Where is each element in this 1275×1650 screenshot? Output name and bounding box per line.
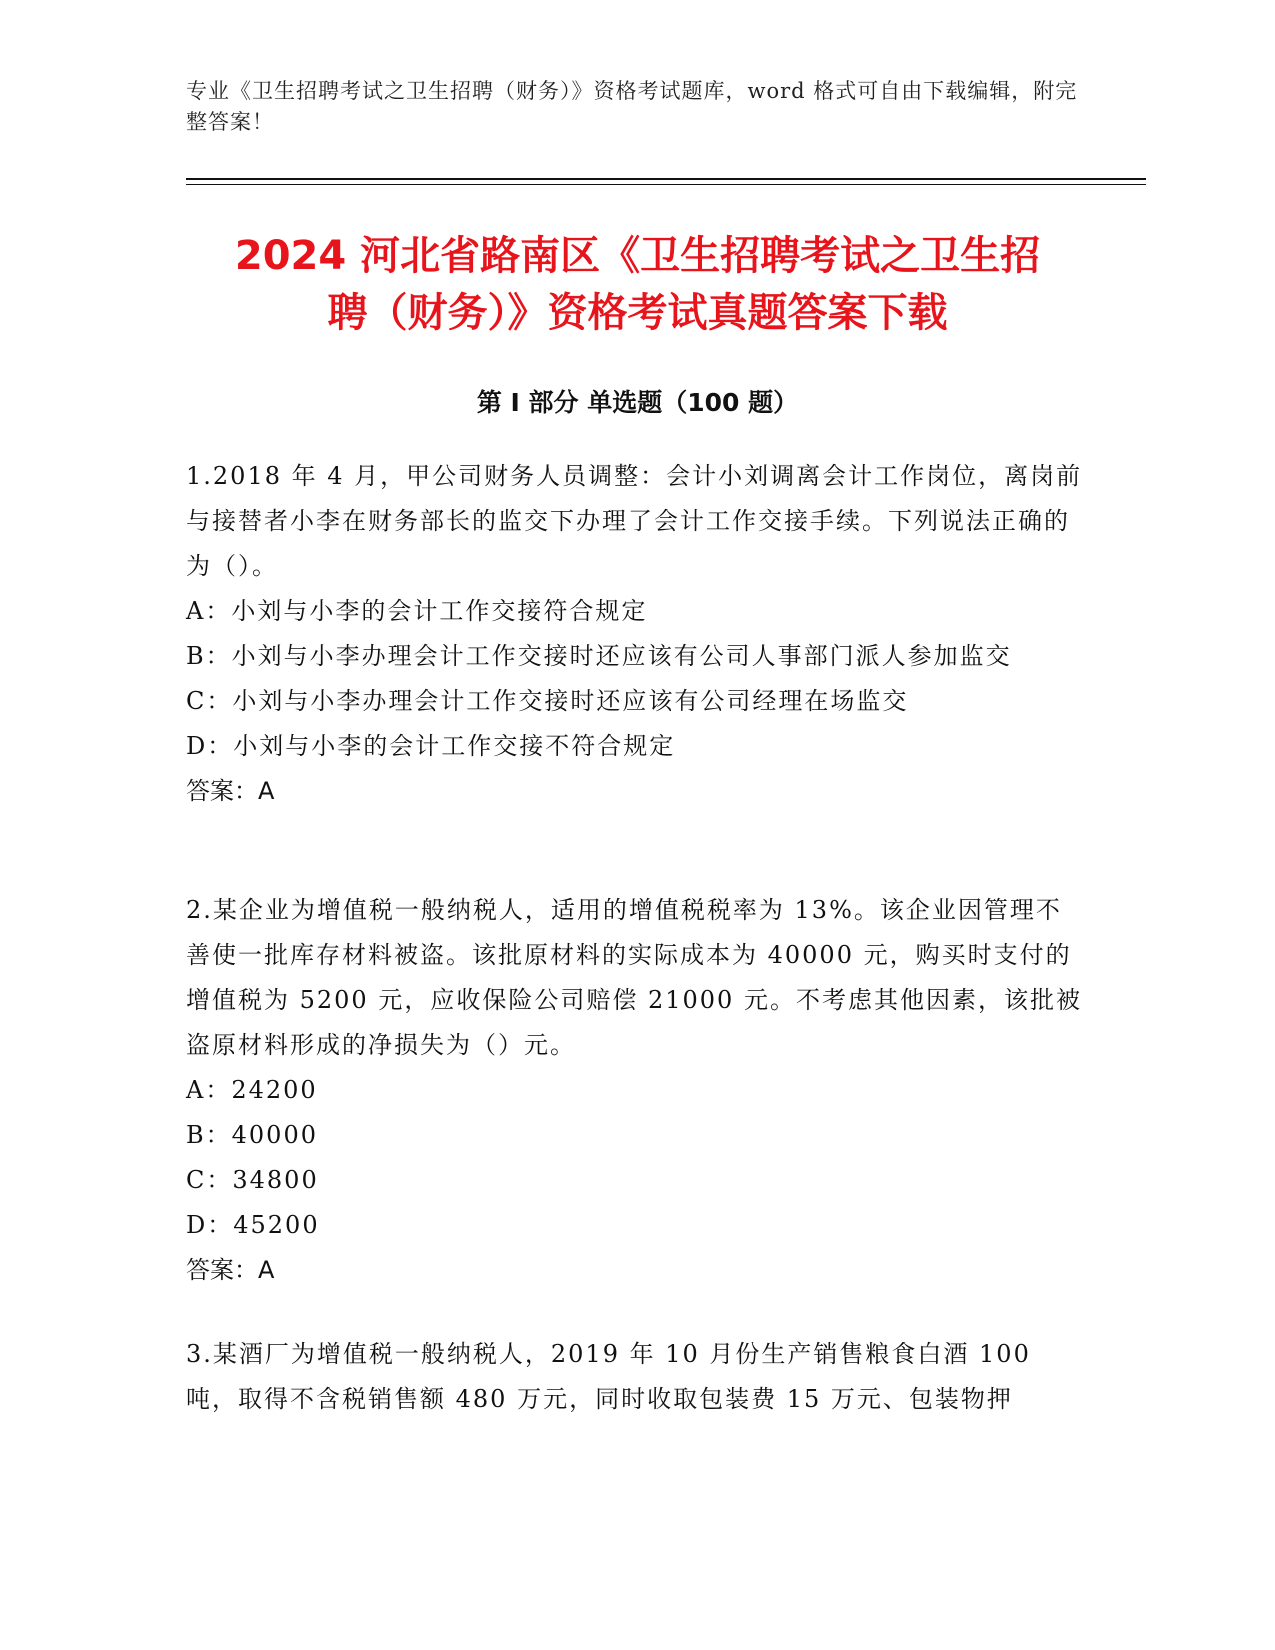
question-1-answer: 答案：A bbox=[186, 777, 275, 805]
question-3-text: 3.某酒厂为增值税一般纳税人，2019 年 10 月份生产销售粮食白酒 100 吨，取得不含税销售额 480 万元，同时收取包装费 15 万元、包装物押 bbox=[186, 1340, 1031, 1413]
question-3 bbox=[186, 1332, 1086, 1422]
question-2-option-c: C：34800 bbox=[186, 1166, 319, 1194]
header-note: 专业《卫生招聘考试之卫生招聘（财务）》资格考试题库，word 格式可自由下载编辑，附完整答案！ bbox=[186, 79, 1078, 134]
document-title-line-2: 聘（财务）》资格考试真题答案下载 bbox=[327, 290, 948, 336]
document-title bbox=[150, 228, 1125, 342]
section-title: 第 I 部分 单选题（100 题） bbox=[476, 388, 799, 417]
question-2-option-b: B：40000 bbox=[186, 1121, 318, 1149]
question-1-option-c: C：小刘与小李办理会计工作交接时还应该有公司经理在场监交 bbox=[186, 687, 909, 715]
question-2-option-d: D：45200 bbox=[186, 1211, 320, 1239]
question-2-text: 2.某企业为增值税一般纳税人，适用的增值税税率为 13%。该企业因管理不善使一批库存材料被盗。该批原材料的实际成本为 40000 元，购买时支付的增值税为 5200 元，应收保险公司赔偿 21000 元。不考虑其他因素，该批被盗原材料形成的净损失为（）元。 bbox=[186, 896, 1082, 1059]
header-divider bbox=[186, 178, 1146, 180]
header-divider-thin bbox=[186, 184, 1146, 185]
question-1 bbox=[186, 454, 1086, 814]
question-1-option-a: A：小刘与小李的会计工作交接符合规定 bbox=[186, 597, 648, 625]
question-2-option-a: A：24200 bbox=[186, 1076, 318, 1104]
document-title-line-1: 2024 河北省路南区《卫生招聘考试之卫生招 bbox=[234, 233, 1041, 279]
question-2-answer: 答案：A bbox=[186, 1256, 275, 1284]
question-1-text: 1.2018 年 4 月，甲公司财务人员调整：会计小刘调离会计工作岗位，离岗前与接替者小李在财务部长的监交下办理了会计工作交接手续。下列说法正确的为（）。 bbox=[186, 462, 1083, 580]
question-1-option-d: D：小刘与小李的会计工作交接不符合规定 bbox=[186, 732, 676, 760]
question-2 bbox=[186, 888, 1086, 1293]
question-1-option-b: B：小刘与小李办理会计工作交接时还应该有公司人事部门派人参加监交 bbox=[186, 642, 1012, 670]
